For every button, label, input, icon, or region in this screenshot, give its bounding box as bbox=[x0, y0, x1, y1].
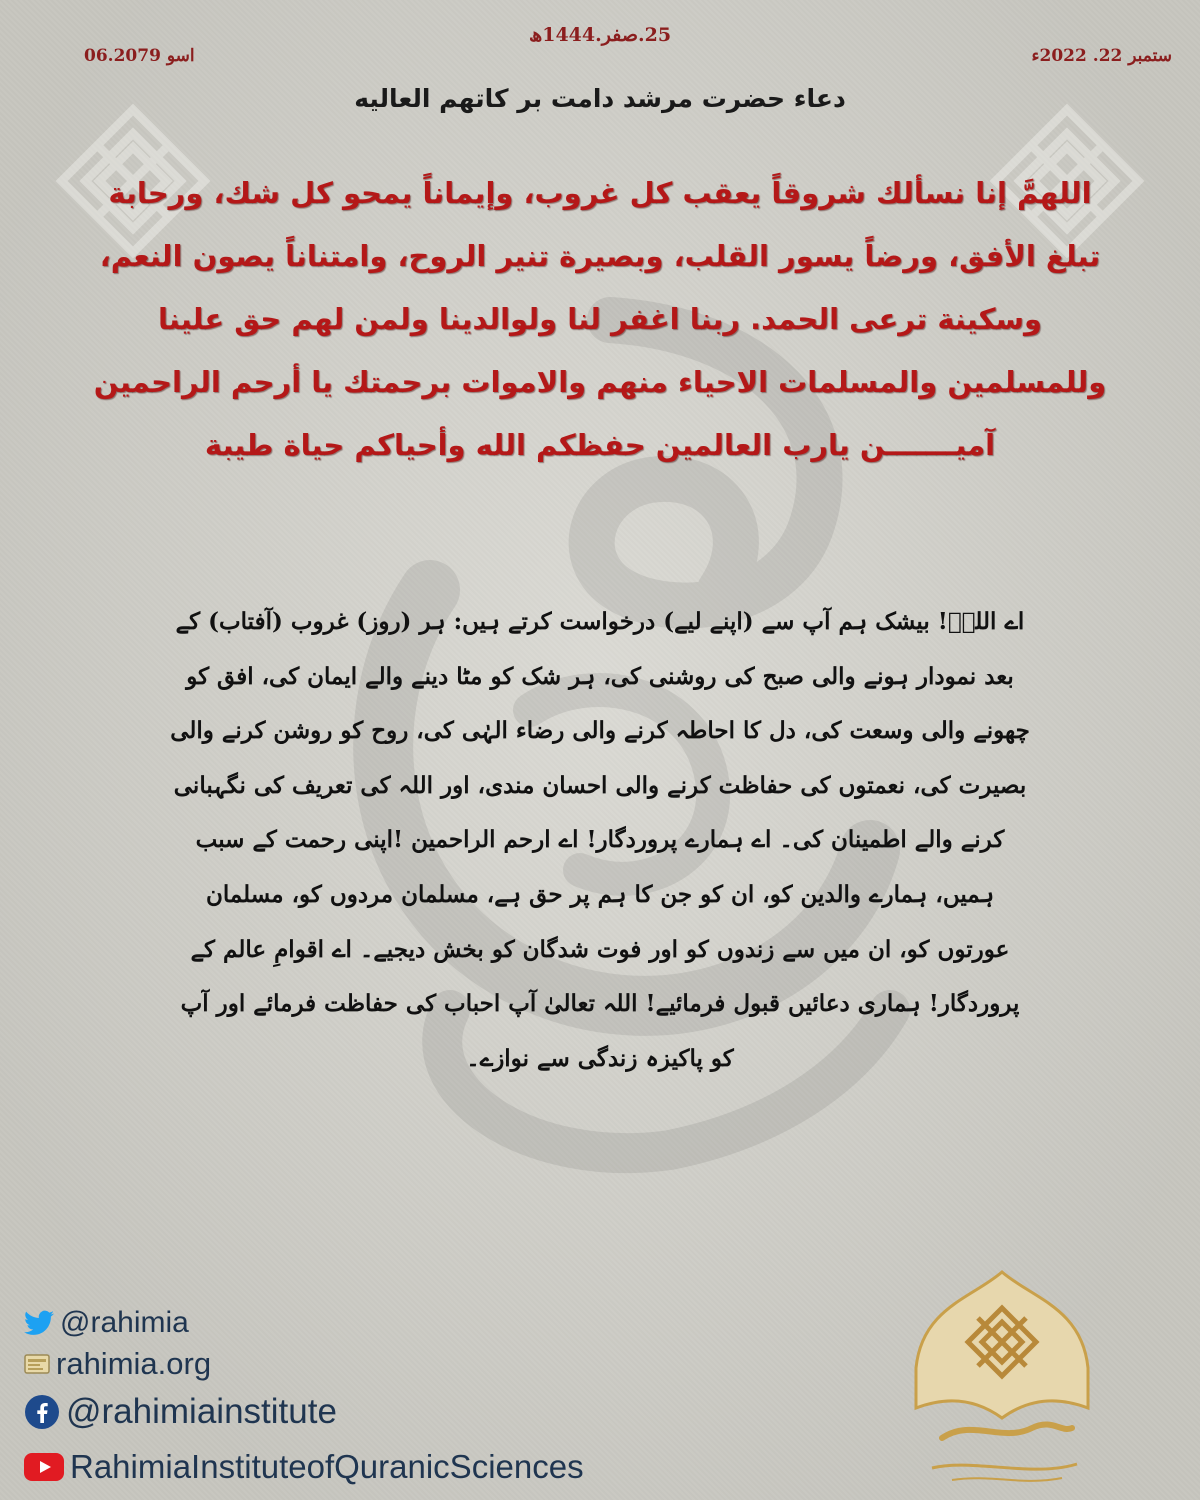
hijri-date: 25.صفر.1444ھ bbox=[528, 24, 672, 46]
gregorian-date: ستمبر 22. 2022ء bbox=[1031, 46, 1172, 66]
arabic-prayer: اللهمَّ إنا نسألك شروقاً يعقب كل غروب، وإيماناً يمحو كل شك، ورحابة تبلغ الأفق، ورضاً يسور القلب، وبصيرة تنير الروح، وامتناناً يصون النعم، وسكينة ترعى الحمد. ربنا اغفر لنا ولوالدينا ولمن لهم حق علينا وللمسلمين والمسلمات الاحياء منهم والاموات برحمتك يا أرحم الراحمين آميـــــــن يارب العالمين حفظكم الله وأحياكم حياة طيبة bbox=[93, 176, 1107, 462]
twitter-icon bbox=[24, 1310, 54, 1336]
nepali-date: 06.اسو 2079 bbox=[84, 46, 195, 66]
web-icon bbox=[24, 1353, 50, 1375]
page-title: دعاء حضرت مرشد دامت بر کاتهم العالیه bbox=[354, 84, 846, 113]
facebook-link[interactable] bbox=[24, 1392, 337, 1432]
youtube-icon bbox=[24, 1453, 64, 1481]
youtube-text: RahimiaInstituteofQuranicSciences bbox=[70, 1448, 584, 1485]
twitter-handle-text: @rahimia bbox=[60, 1306, 189, 1339]
urdu-translation: اے اللہؐ! بیشک ہم آپ سے (اپنے لیے) درخواست کرتے ہیں: ہر (روز) غروب (آفتاب) کے بعد نمودار ہونے والی صبح کی روشنی کی، ہر شک کو مٹا دینے والے ایمان کی، افق کو چھونے والی وسعت کی، دل کا احاطہ کرنے والی رضاء الہٰی کی، روح کو روشن کرنے والی بصیرت کی، نعمتوں کی حفاظت کرنے والی احسان مندی، اور اللہ کی تعریف کی نگہبانی کرنے والے اطمینان کی۔ اے ہمارے پروردگار! اے ارحم الراحمین !اپنی رحمت کے سبب ہمیں، ہمارے والدین کو، ان کو جن کا ہم پر حق ہے، مسلمان مردوں کو، مسلمان عورتوں کو، ان میں سے زندوں کو اور فوت شدگان کو بخش دیجیے۔ اے اقوامِ عالم کے پروردگار! ہماری دعائیں قبول فرمائیے! اللہ تعالیٰ آپ احباب کی حفاظت فرمائے اور آپ کو پاکیزہ زندگی سے نوازے۔ bbox=[170, 608, 1030, 1072]
facebook-text: @rahimiainstitute bbox=[66, 1392, 337, 1431]
website-text: rahimia.org bbox=[56, 1346, 212, 1381]
youtube-link[interactable] bbox=[24, 1448, 584, 1486]
website-link[interactable] bbox=[24, 1346, 211, 1382]
facebook-icon bbox=[24, 1394, 60, 1430]
twitter-handle[interactable] bbox=[24, 1306, 189, 1340]
institute-logo bbox=[912, 1268, 1092, 1490]
